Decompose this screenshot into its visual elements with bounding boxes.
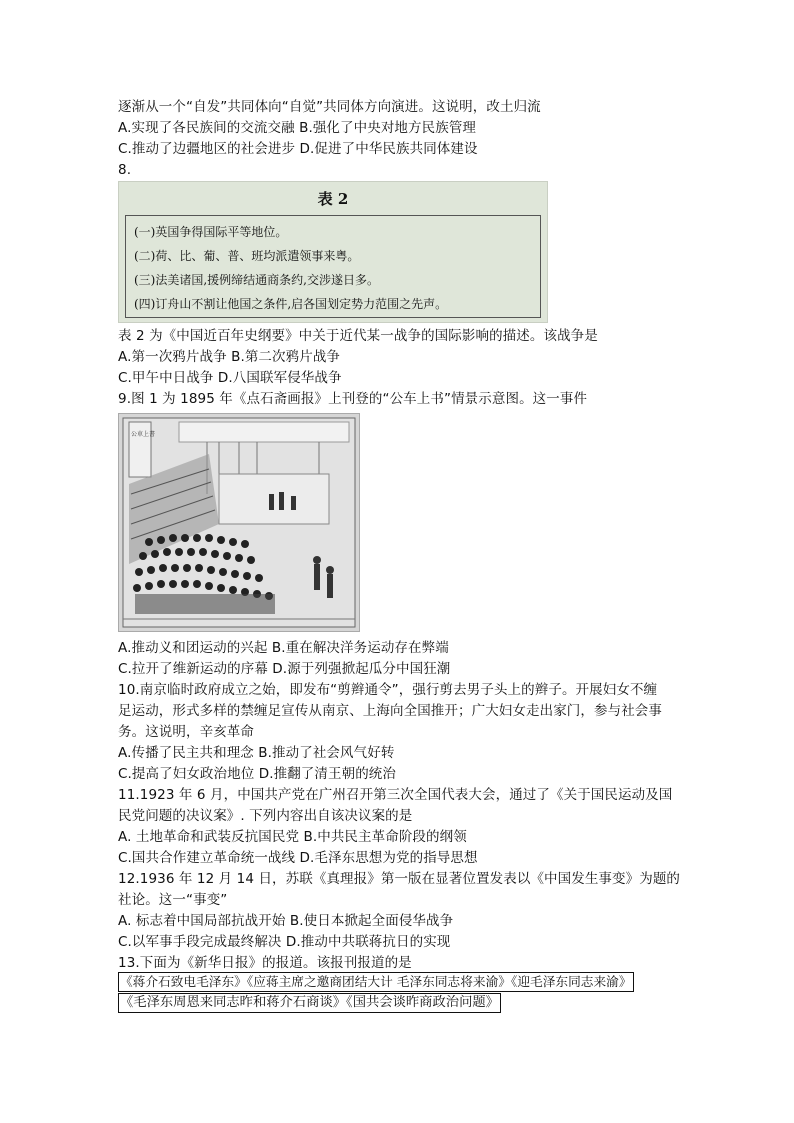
question-number: 8. [118, 162, 132, 178]
option-line: A. 土地革命和武装反抗国民党 B.中共民主革命阶段的纲领 [118, 829, 467, 845]
table-row: (三)法美诸国,援例缔结通商条约,交涉遂日多。 [134, 273, 379, 287]
option-line: A.推动义和团运动的兴起 B.重在解决洋务运动存在弊端 [118, 640, 449, 656]
question-stem-line: 务。这说明，辛亥革命 [118, 724, 254, 740]
question-stem-line: 13.下面为《新华日报》的报道。该报刊报道的是 [118, 955, 412, 971]
headline-box-row-1: 《蒋介石致电毛泽东》《应蒋主席之邀商团结大计 毛泽东同志将来渝》《迎毛泽东同志来渝》 [118, 972, 634, 992]
question-stem-line: 9.图 1 为 1895 年《点石斋画报》上刊登的“公车上书”情景示意图。这一事件 [118, 391, 588, 407]
figure-caption-text: 公車上書 [131, 431, 156, 438]
question-stem-line: 12.1936 年 12 月 14 日，苏联《真理报》第一版在显著位置发表以《中国发生事变》为题的 [118, 871, 681, 887]
figure-1-illustration [118, 413, 360, 632]
option-line: C.提高了妇女政治地位 D.推翻了清王朝的统治 [118, 766, 396, 782]
table-row: (二)荷、比、葡、普、班均派遣领事来粤。 [134, 249, 360, 263]
question-stem-line: 表 2 为《中国近百年史纲要》中关于近代某一战争的国际影响的描述。该战争是 [118, 328, 598, 344]
option-line: C.拉开了维新运动的序幕 D.源于列强掀起瓜分中国狂潮 [118, 661, 451, 677]
question-stem-line: 10.南京临时政府成立之始，即发布“剪辫通令”，强行剪去男子头上的辫子。开展妇女不缠 [118, 682, 658, 698]
option-line: A. 标志着中国局部抗战开始 B.使日本掀起全面侵华战争 [118, 913, 454, 929]
question-stem-line: 民党问题的决议案》. 下列内容出自该决议案的是 [118, 808, 413, 824]
option-line: C.推动了边疆地区的社会进步 D.促进了中华民族共同体建设 [118, 141, 478, 157]
table-2-figure [118, 181, 548, 323]
question-stem-line: 11.1923 年 6 月，中国共产党在广州召开第三次全国代表大会，通过了《关于国民运动及国 [118, 787, 673, 803]
question-stem-line: 足运动，形式多样的禁缠足宣传从南京、上海向全国推开；广大妇女走出家门，参与社会事 [118, 703, 662, 719]
question-stem-line: 逐渐从一个“自发”共同体向“自觉”共同体方向演进。这说明，改土归流 [118, 99, 541, 115]
headline-box-row-2: 《毛泽东周恩来同志昨和蒋介石商谈》《国共会谈昨商政治问题》 [118, 993, 501, 1013]
question-stem-line: 社论。这一“事变” [118, 892, 228, 908]
table-row: (四)订舟山不割让他国之条件,启各国划定势力范围之先声。 [134, 297, 448, 311]
option-line: C.甲午中日战争 D.八国联军侵华战争 [118, 370, 342, 386]
option-line: C.国共合作建立革命统一战线 D.毛泽东思想为党的指导思想 [118, 850, 478, 866]
option-line: C.以军事手段完成最终解决 D.推动中共联蒋抗日的实现 [118, 934, 451, 950]
option-line: A.实现了各民族间的交流交融 B.强化了中央对地方民族管理 [118, 120, 477, 136]
table-content-box [125, 215, 541, 318]
table-title: 表 2 [317, 190, 349, 208]
option-line: A.第一次鸦片战争 B.第二次鸦片战争 [118, 349, 341, 365]
option-line: A.传播了民主共和理念 B.推动了社会风气好转 [118, 745, 395, 761]
table-row: (一)英国争得国际平等地位。 [134, 225, 288, 239]
